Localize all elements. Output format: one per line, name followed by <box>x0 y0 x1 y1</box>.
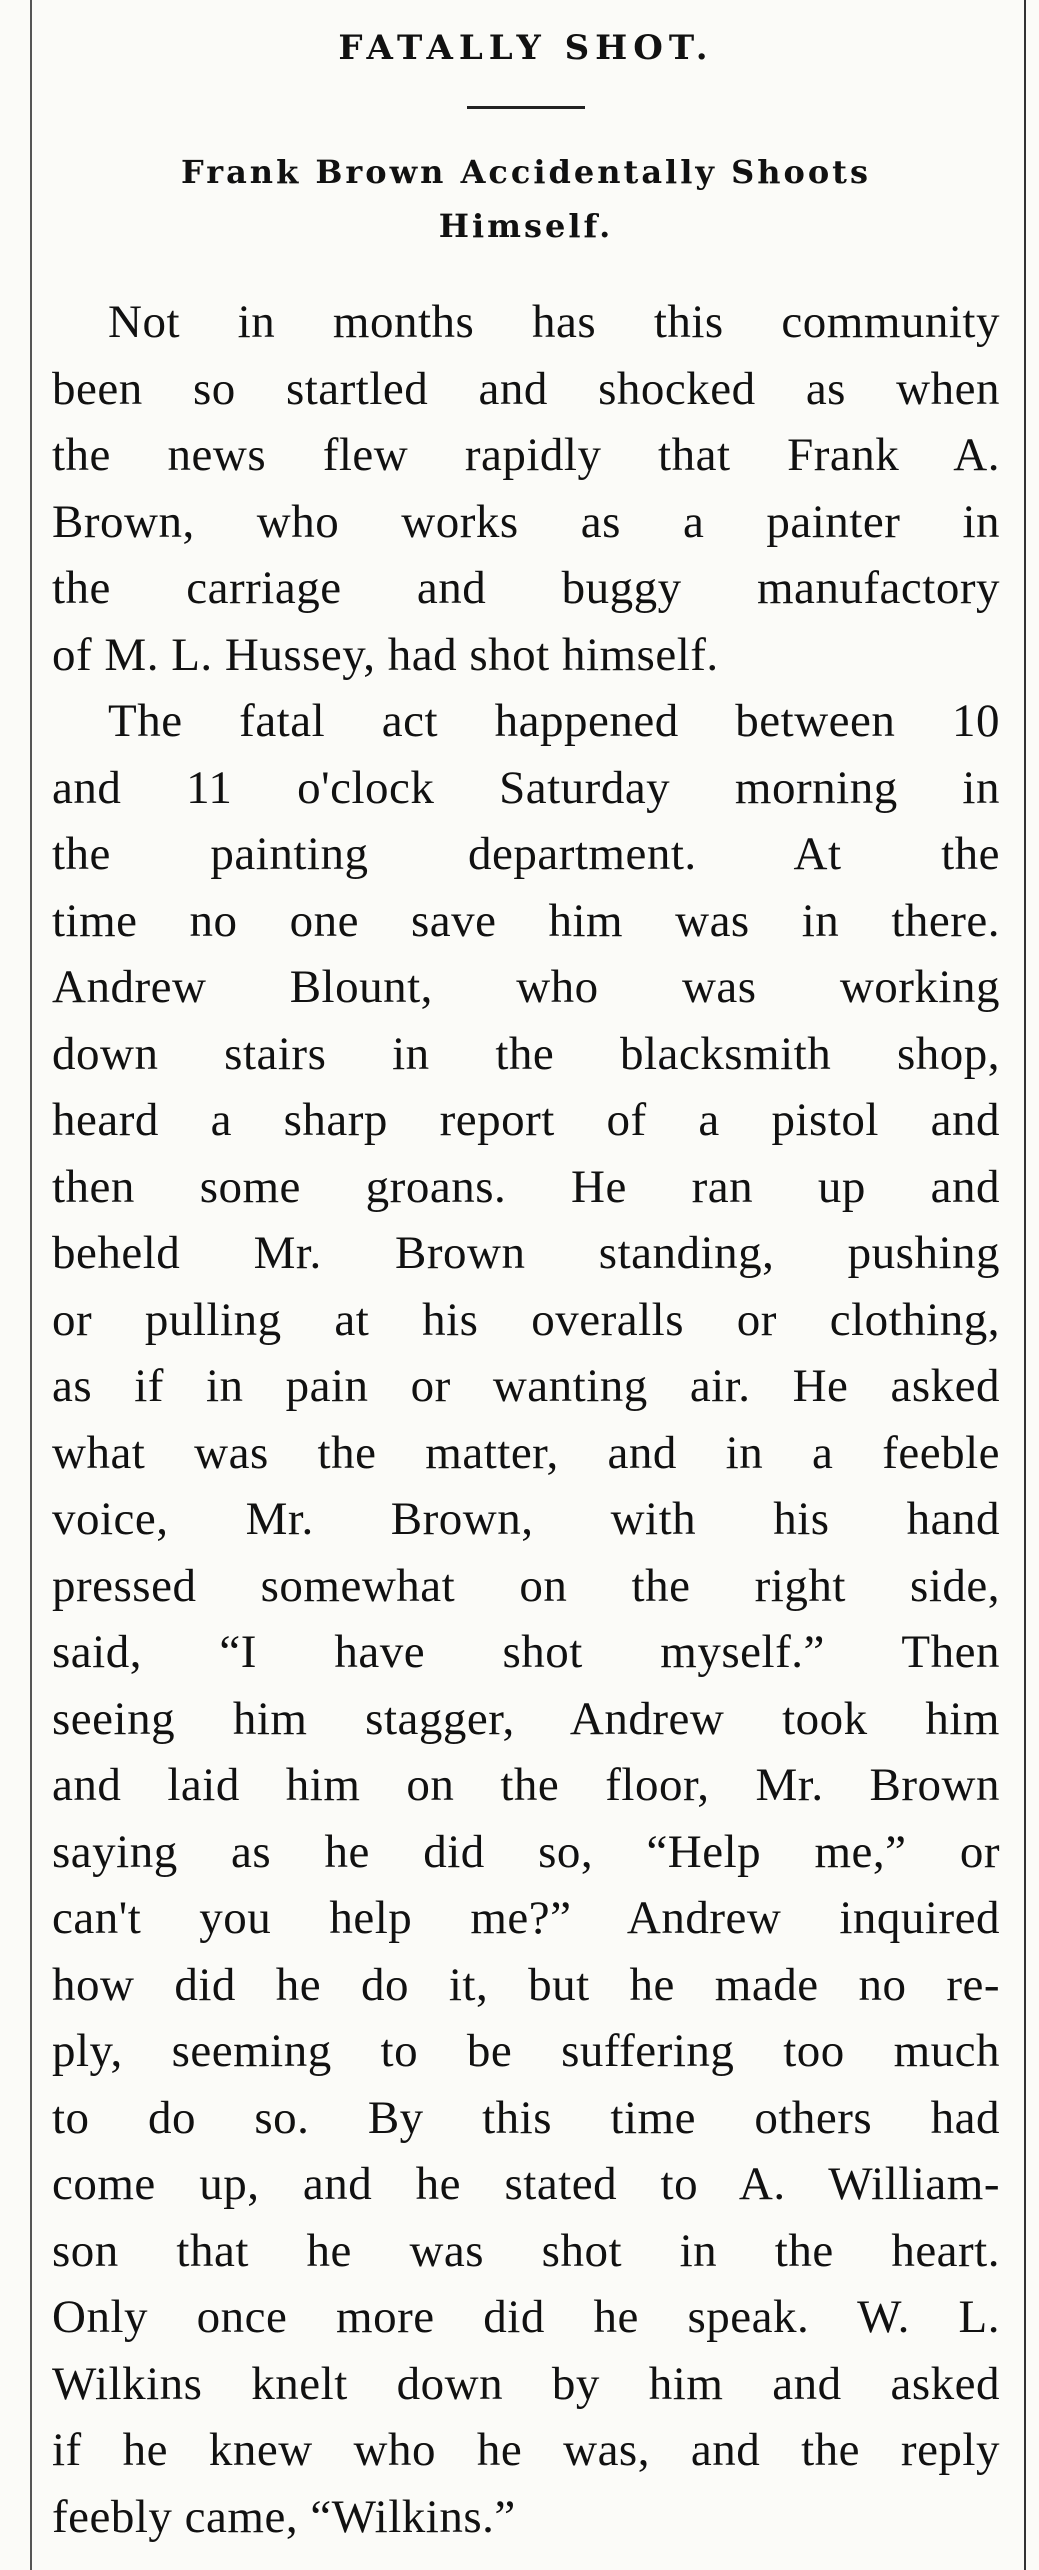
paragraph-1 <box>52 289 1000 688</box>
text-line: what was the matter, and in a feeble <box>52 1426 1000 1479</box>
text-line: the painting department. At the <box>52 828 1000 880</box>
subheadline-line: Himself. <box>438 207 614 245</box>
text-line: The fatal act happened between 10 <box>108 695 1000 747</box>
text-line: and 11 o'clock Saturday morning in <box>52 761 1000 814</box>
text-line: said, “I have shot myself.” Then <box>52 1626 1000 1678</box>
text-line: can't you help me?” Andrew inquired <box>52 1892 1000 1944</box>
text-line: voice, Mr. Brown, with his hand <box>52 1493 1000 1545</box>
text-line: Andrew Blount, who was working <box>52 961 1000 1013</box>
headline-divider <box>467 106 585 109</box>
paragraph-2 <box>52 688 1000 2550</box>
text-line: the news flew rapidly that Frank A. <box>52 429 1000 481</box>
text-line: saying as he did so, “Help me,” or <box>52 1825 1000 1878</box>
text-line: come up, and he stated to A. William- <box>52 2158 1000 2210</box>
text-line: then some groans. He ran up and <box>52 1160 1000 1213</box>
text-line: the carriage and buggy manufactory <box>52 562 1000 614</box>
subheadline <box>52 145 1000 253</box>
text-line: as if in pain or wanting air. He asked <box>52 1360 1000 1412</box>
article-column <box>52 0 1000 2550</box>
text-line: or pulling at his overalls or clothing, <box>52 1293 1000 1346</box>
text-line: Wilkins knelt down by him and asked <box>52 2357 1000 2410</box>
text-line: Brown, who works as a painter in <box>52 495 1000 548</box>
text-line: how did he do it, but he made no re- <box>52 1958 1000 2011</box>
headline: FATALLY SHOT. <box>338 28 714 68</box>
subheadline-line: Frank Brown Accidentally Shoots <box>181 153 871 191</box>
article-body <box>52 289 1000 2550</box>
text-line: time no one save him was in there. <box>52 894 1000 947</box>
text-line: beheld Mr. Brown standing, pushing <box>52 1227 1000 1279</box>
text-line: seeing him stagger, Andrew took him <box>52 1692 1000 1745</box>
text-line: been so startled and shocked as when <box>52 362 1000 415</box>
text-line: and laid him on the floor, Mr. Brown <box>52 1759 1000 1811</box>
text-line: son that he was shot in the heart. <box>52 2224 1000 2277</box>
text-line: heard a sharp report of a pistol and <box>52 1094 1000 1146</box>
text-line: feebly came, “Wilkins.” <box>52 2490 516 2543</box>
text-line: ply, seeming to be suffering too much <box>52 2025 1000 2077</box>
text-line: Not in months has this community <box>108 296 1000 348</box>
text-line: of M. L. Hussey, had shot himself. <box>52 628 719 681</box>
text-line: Only once more did he speak. W. L. <box>52 2291 1000 2343</box>
text-line: down stairs in the blacksmith shop, <box>52 1027 1000 1080</box>
text-line: if he knew who he was, and the reply <box>52 2424 1000 2476</box>
text-line: to do so. By this time others had <box>52 2091 1000 2144</box>
text-line: pressed somewhat on the right side, <box>52 1559 1000 1612</box>
column-rule-left <box>30 0 32 2570</box>
column-rule-right <box>1024 0 1026 2570</box>
